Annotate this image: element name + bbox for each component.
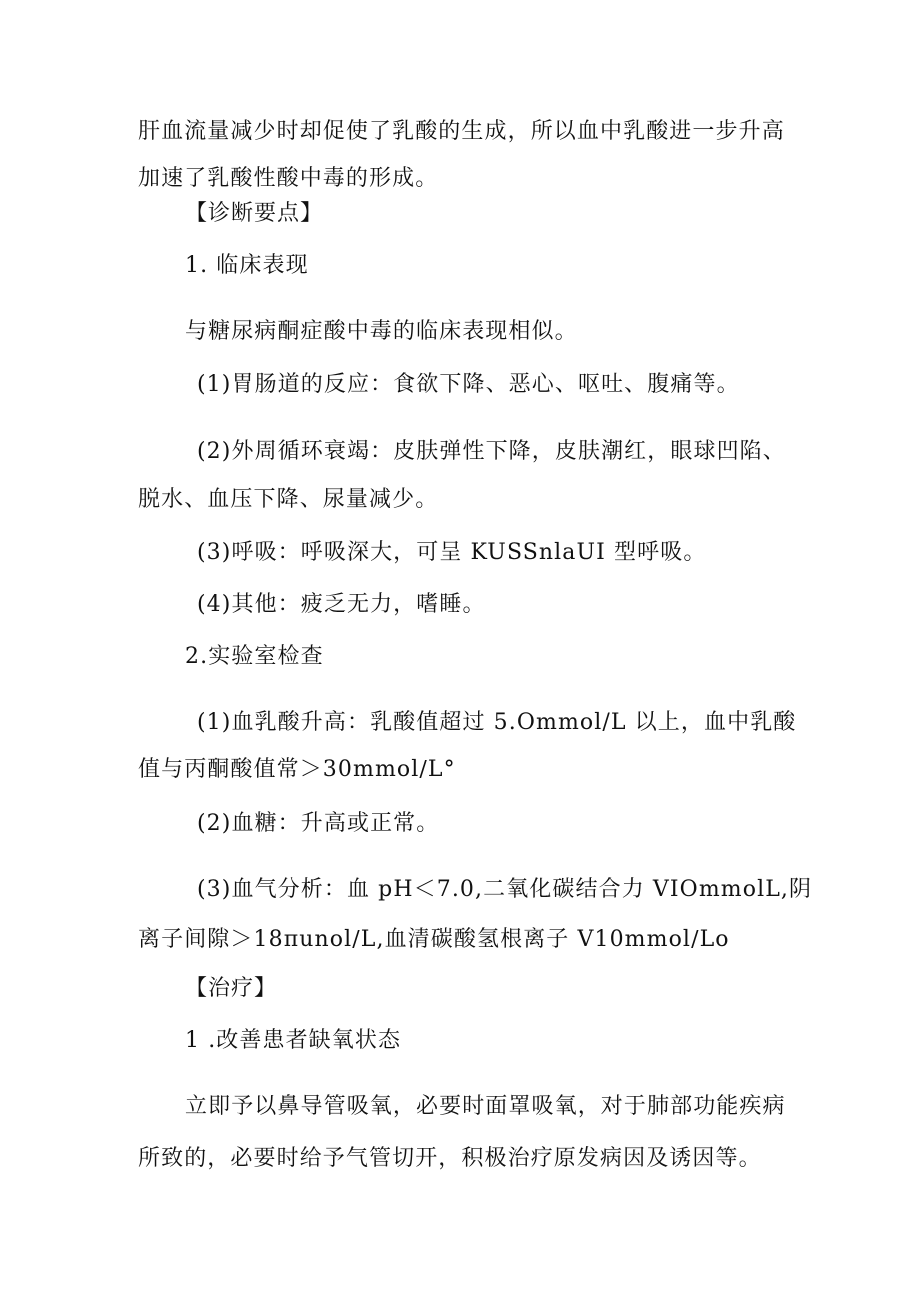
lab-item-3-line-2: 离子间隙＞18πunol∕L,血清碳酸氢根离子 V10mmol∕Lo	[138, 927, 730, 952]
lab-item-1-line-2: 值与丙酮酸值常＞30mmol∕L°	[138, 757, 456, 782]
section-heading-treatment: 【治疗】	[185, 976, 278, 1001]
lab-item-1-line-1: (1)血乳酸升高：乳酸值超过 5.Ommol/L 以上，血中乳酸	[197, 710, 797, 735]
paragraph-oxygen-line-1: 立即予以鼻导管吸氧，必要时面罩吸氧，对于肺部功能疾病	[185, 1094, 786, 1119]
section-heading-diagnosis: 【诊断要点】	[185, 201, 324, 226]
list-item-4: (4)其他：疲乏无力，嗜睡。	[197, 592, 486, 617]
paragraph-line-2: 加速了乳酸性酸中毒的形成。	[138, 166, 439, 191]
paragraph-line-1: 肝血流量减少时却促使了乳酸的生成，所以血中乳酸进一步升高	[138, 119, 785, 144]
list-item-2-line-2: 脱水、血压下降、尿量减少。	[138, 487, 439, 512]
subheading-clinical-manifestation: 1. 临床表现	[185, 253, 309, 278]
list-item-2-line-1: (2)外周循环衰竭：皮肤弹性下降，皮肤潮红，眼球凹陷、	[197, 439, 786, 464]
paragraph-oxygen-line-2: 所致的，必要时给予气管切开，积极治疗原发病因及诱因等。	[138, 1146, 762, 1171]
list-item-3: (3)呼吸：呼吸深大，可呈 KUSSnlaUI 型呼吸。	[197, 540, 707, 565]
subheading-improve-oxygen: 1 .改善患者缺氧状态	[185, 1028, 402, 1053]
lab-item-2: (2)血糖：升高或正常。	[197, 811, 440, 836]
subheading-lab-exam: 2.实验室检查	[185, 644, 324, 669]
list-item-1: (1)胃肠道的反应：食欲下降、恶心、呕吐、腹痛等。	[197, 372, 740, 397]
paragraph-similarity: 与糖尿病酮症酸中毒的临床表现相似。	[185, 319, 578, 344]
lab-item-3-line-1: (3)血气分析：血 pH＜7.0,二氧化碳结合力 VIOmmolL,阴	[197, 877, 813, 902]
